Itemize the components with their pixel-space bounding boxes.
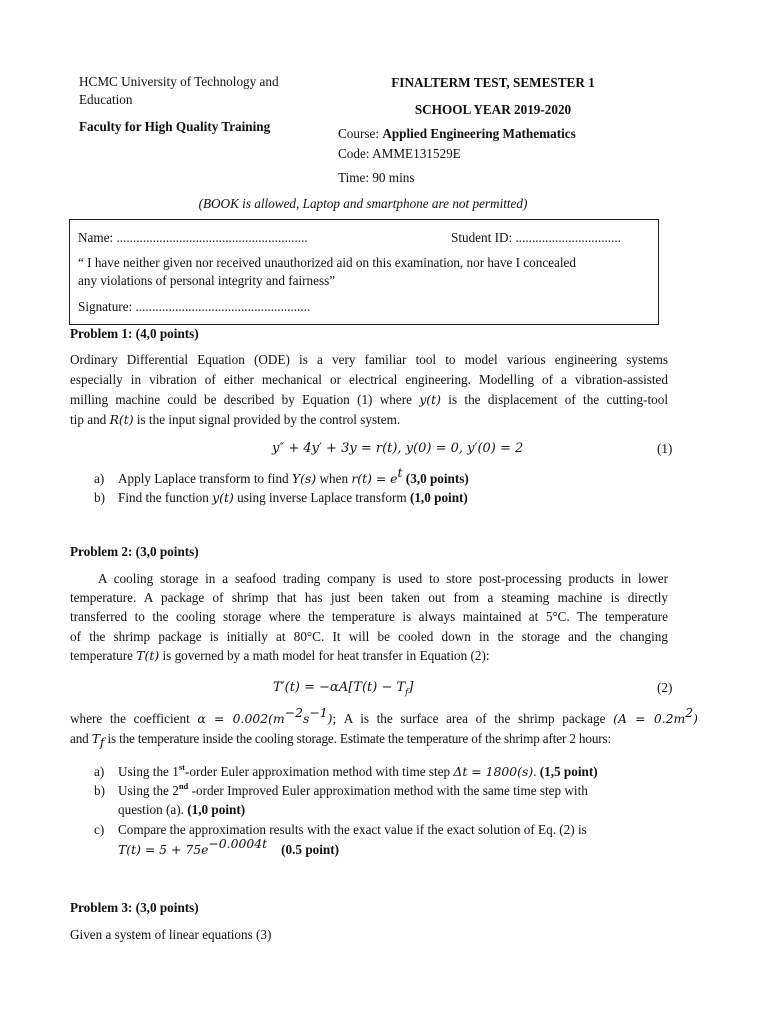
item-text [118,464,469,488]
problem2-item-b-continued [118,800,245,819]
equation-2-number: (2) [657,680,673,695]
p2-sub: f [99,734,105,750]
p2-sup: 2 [685,704,694,720]
problem1-paragraph-line2: especially in vibration of either mechanical or electrical engineering. Modelling of a vibration-assisted [70,372,668,387]
p2-math: α = 0.002(m [197,711,285,726]
p1b-text: using inverse Laplace transform [233,490,410,505]
equation-1: y″ + 4y′ + 3y = r(t), y(0) = 0, y′(0) = 2 [272,441,524,456]
problem2-line2: temperature. A package of shrimp that has just been taken out from a steaming machine is directly [70,590,668,605]
p1a-text: when [316,471,352,486]
p2a-text: . [533,764,540,779]
p2c-sup: −0.0004t [208,835,268,851]
p2b-text: question (a). [118,802,188,817]
p2b-text: Using the 2 [118,783,179,798]
p1a-math: r(t) = e [351,471,398,486]
course-label: Course: [338,126,383,141]
problem1-heading: Problem 1: (4,0 points) [70,326,199,341]
p1-text: tip and [70,412,110,427]
p2a-points: (1,5 point) [539,764,598,779]
item-label: a) [94,471,105,486]
school-year: SCHOOL YEAR 2019-2020 [414,102,572,117]
item-label: b) [94,490,105,505]
p2-text: is the temperature inside the cooling storage. Estimate the temperature of the shrimp after 2 hours: [104,731,612,746]
item-text [118,781,588,800]
university-name: HCMC University of Technology and Education [79,74,279,107]
exam-time: Time: 90 mins [338,170,415,185]
p2a-math: Δt = 1800(s) [453,764,534,779]
item-label: c) [94,822,105,837]
p1a-math: Y(s) [291,471,317,486]
p2-text: and [70,731,92,746]
item-text [118,488,468,507]
p1-text: milling machine could be described by Equation (1) where [70,392,420,407]
p2-text: where the coefficient [70,711,198,726]
p1b-points: (1,0 point) [409,490,468,505]
course-code: Code: AMME131529E [338,146,461,161]
p2a-sup: st [178,761,185,772]
p2-text: ; A is the surface area of the shrimp package [332,711,614,726]
integrity-pledge-line2: any violations of personal integrity and fairness” [78,273,336,288]
p1-math-r: R(t) [109,412,134,427]
p2-math: ) [327,711,333,726]
p2b-text: -order Improved Euler approximation method with the same time step with [188,783,588,798]
problem2-item-c-formula [118,835,340,859]
p1-math-y: y(t) [419,392,441,407]
p2-text: is governed by a math model for heat transfer in Equation (2): [159,648,490,663]
integrity-pledge-line1: “ I have neither given nor received unauthorized aid on this examination, nor have I concealed [78,255,576,270]
item-text [118,762,598,781]
p2-math: ) [693,711,699,726]
problem2-line1: A cooling storage in a seafood trading company is used to store post-processing products in lower [98,571,668,586]
p2-math: T [91,731,100,746]
p1-text: is the displacement of the cutting-tool [440,392,668,407]
p2-sup: −1 [309,704,328,720]
problem1-paragraph-line1: Ordinary Differential Equation (ODE) is a very familiar tool to model various engineering systems [70,352,668,367]
problem2-after-line1 [70,704,699,728]
problem2-heading: Problem 2: (3,0 points) [70,544,199,559]
signature-field: Signature: ..................................................... [78,299,311,314]
course-line [338,124,576,143]
p1-text: is the input signal provided by the control system. [133,412,401,427]
item-label: a) [94,764,105,779]
problem1-paragraph-line4 [70,410,400,429]
problem3-line1: Given a system of linear equations (3) [70,927,272,942]
p2c-math: T(t) = 5 + 75e [118,842,209,857]
problem1-paragraph-line3 [70,390,668,409]
p1b-math: y(t) [212,490,234,505]
item-label: b) [94,783,105,798]
course-name: Applied Engineering Mathematics [382,126,576,141]
p2-text: temperature [70,648,137,663]
student-id-field: Student ID: ................................ [451,230,621,245]
equation-2 [273,678,413,697]
exam-notice: (BOOK is allowed, Laptop and smartphone are not permitted) [198,196,528,211]
p2-math: (A = 0.2m [613,711,686,726]
problem2-line3: transferred to the cooling storage where the temperature is always maintained at 5°C. The temperature [70,609,668,624]
eq2-sub: f [405,687,409,698]
p1a-sup: t [397,464,403,480]
p2-sup: −2 [284,704,303,720]
problem2-after-line2 [70,729,611,748]
problem2-line5 [70,646,490,665]
p2c-points: (0.5 point) [281,842,340,857]
p2-math: s [303,711,310,726]
equation-1-number: (1) [657,441,673,456]
p2-math-T: T(t) [136,648,160,663]
p1a-text: Apply Laplace transform to find [118,471,292,486]
p1b-text: Find the function [118,490,213,505]
problem2-line4: of the shrimp package is initially at 80°C. It will be cooled down in the storage and the changing [70,629,668,644]
problem3-heading: Problem 3: (3,0 points) [70,900,199,915]
item-text: Compare the approximation results with the exact value if the exact solution of Eq. (2) is [118,822,587,837]
eq2-main: T′(t) = −αA[T(t) − T [273,680,406,695]
p2a-text: Using the 1 [118,764,179,779]
p2a-text: -order Euler approximation method with time step [184,764,454,779]
name-field: Name: .......................................................... [78,230,308,245]
faculty-name: Faculty for High Quality Training [79,119,271,134]
eq2-end: ] [408,680,414,695]
p2b-points: (1,0 point) [187,802,246,817]
test-title: FINALTERM TEST, SEMESTER 1 [391,75,595,90]
p2b-sup: nd [178,780,189,791]
p1a-points: (3,0 points) [402,471,469,486]
